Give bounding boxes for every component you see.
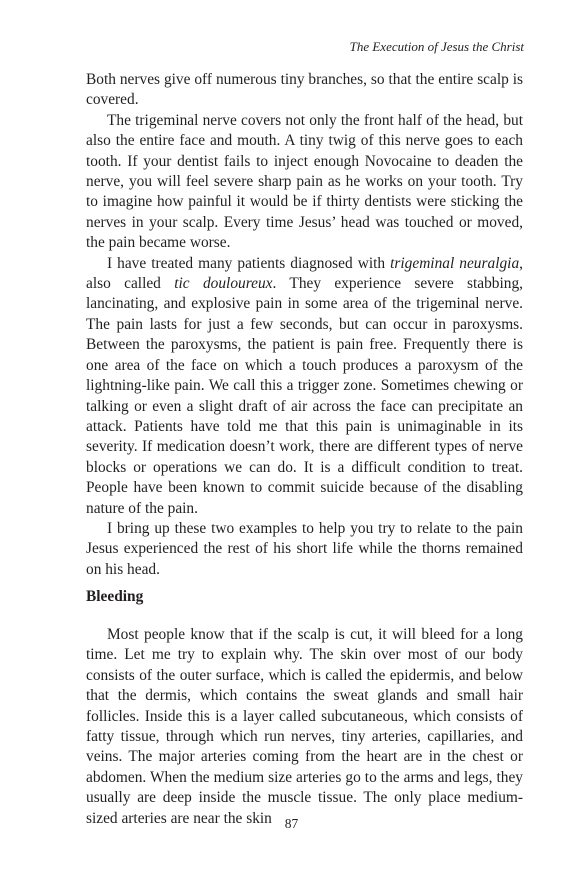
paragraph <box>86 254 523 519</box>
body-text <box>86 70 523 580</box>
section-heading: Bleeding <box>86 588 144 605</box>
paragraph-text: , also called <box>86 254 523 293</box>
paragraph <box>86 70 523 111</box>
paragraph: Most people know that if the scalp is cut, it will bleed for a long time. Let me try to explain why. The skin over most of our body consists of the outer surface, which is called the epidermis, and below that the dermis, which contains the sweat glands and small hair follicles. Inside this is a layer called subcutaneous, which consists of fatty tissue, through which run nerves, tiny arteries, capillaries, and veins. The major arteries coming from the heart are in the chest or abdomen. When the medium size arteries go to the arms and legs, they usually are deep inside the muscle tissue. The only place medium-sized arteries are near the skin <box>86 626 523 827</box>
paragraph <box>86 111 523 254</box>
paragraph-text: The trigeminal nerve covers not only the front half of the head, but also the entire face and mouth. A tiny twig of this nerve goes to each tooth. If your dentist fails to inject enough Novocaine to deaden the nerve, you will feel severe sharp pain as he works on your tooth. Try to imagine how painful it would be if thirty dentists were sticking the nerves in your scalp. Every time Jesus’ head was touched or moved, the pain became worse. <box>86 111 523 252</box>
page-number: 87 <box>284 816 299 831</box>
paragraph-text: . They experience severe stabbing, lancinating, and explosive pain in some area of the trigeminal nerve. The pain lasts for just a few seconds, but can occur in paroxysms. Between the paroxysms, the patient is pain free. Frequently there is one area of the face on which a touch produces a paroxysm of the lightning-like pain. We call this a trigger zone. Sometimes chewing or talking or even a slight draft of air across the face can precipitate an attack. Patients have told me that this pain is unimaginable in its severity. If medication doesn’t work, there are different types of nerve blocks or operations we can do. It is a difficult condition to treat. People have been known to commit suicide because of the disabling nature of the pain. <box>86 275 524 517</box>
paragraph-text: I bring up these two examples to help you try to relate to the pain Jesus experienced the rest of his short life while the thorns remained on his head. <box>86 519 523 578</box>
running-header: The Execution of Jesus the Christ <box>349 39 524 54</box>
section-body <box>86 625 523 829</box>
italic-term: tic douloureux <box>174 275 273 293</box>
paragraph-text: I have treated many patients diagnosed with <box>107 254 391 272</box>
paragraph-text: Both nerves give off numerous tiny branches, so that the entire scalp is covered. <box>86 71 523 109</box>
italic-term: trigeminal neuralgia <box>390 254 520 272</box>
paragraph <box>86 519 523 580</box>
